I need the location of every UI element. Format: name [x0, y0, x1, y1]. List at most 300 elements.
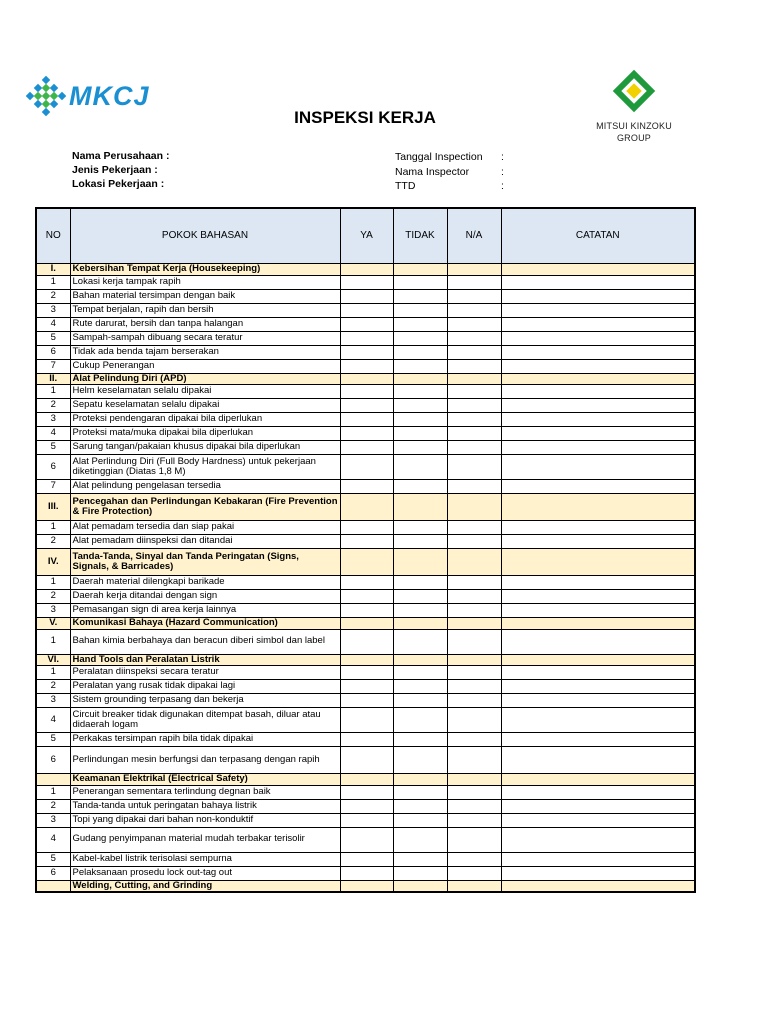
na-checkbox-cell[interactable] [447, 747, 501, 774]
section-notes-cell [501, 654, 695, 666]
item-no: 1 [36, 666, 70, 680]
notes-cell[interactable] [501, 576, 695, 590]
section-na-cell [447, 373, 501, 385]
tidak-checkbox-cell[interactable] [393, 441, 447, 455]
item-description: Penerangan sementara terlindung degnan baik [70, 785, 340, 799]
yes-checkbox-cell[interactable] [340, 359, 393, 373]
notes-cell[interactable] [501, 785, 695, 799]
section-notes-cell [501, 618, 695, 630]
notes-cell[interactable] [501, 480, 695, 494]
section-title: Pencegahan dan Perlindungan Kebakaran (Fire Prevention & Fire Protection) [70, 494, 340, 521]
notes-cell[interactable] [501, 399, 695, 413]
yes-checkbox-cell[interactable] [340, 733, 393, 747]
section-yes-cell [340, 654, 393, 666]
section-row [36, 618, 695, 630]
table-row [36, 427, 695, 441]
notes-cell[interactable] [501, 345, 695, 359]
yes-checkbox-cell[interactable] [340, 480, 393, 494]
table-row [36, 399, 695, 413]
tidak-checkbox-cell[interactable] [393, 785, 447, 799]
notes-cell[interactable] [501, 331, 695, 345]
table-header-row [36, 208, 695, 264]
tidak-checkbox-cell[interactable] [393, 455, 447, 480]
section-tidak-cell [393, 618, 447, 630]
section-row [36, 880, 695, 892]
notes-cell[interactable] [501, 359, 695, 373]
notes-cell[interactable] [501, 827, 695, 852]
inspection-table [35, 207, 696, 893]
notes-cell[interactable] [501, 521, 695, 535]
item-no: 7 [36, 480, 70, 494]
section-row [36, 494, 695, 521]
na-checkbox-cell[interactable] [447, 708, 501, 733]
notes-cell[interactable] [501, 813, 695, 827]
na-checkbox-cell[interactable] [447, 345, 501, 359]
tidak-checkbox-cell[interactable] [393, 413, 447, 427]
section-row [36, 549, 695, 576]
tidak-checkbox-cell[interactable] [393, 680, 447, 694]
na-checkbox-cell[interactable] [447, 303, 501, 317]
header-notes: CATATAN [501, 208, 695, 264]
item-description: Bahan kimia berbahaya dan beracun diberi simbol dan label [70, 629, 340, 654]
item-no: 6 [36, 345, 70, 359]
yes-checkbox-cell[interactable] [340, 535, 393, 549]
tidak-checkbox-cell[interactable] [393, 385, 447, 399]
na-checkbox-cell[interactable] [447, 827, 501, 852]
item-no: 6 [36, 747, 70, 774]
yes-checkbox-cell[interactable] [340, 813, 393, 827]
yes-checkbox-cell[interactable] [340, 799, 393, 813]
section-tidak-cell [393, 880, 447, 892]
tidak-checkbox-cell[interactable] [393, 331, 447, 345]
yes-checkbox-cell[interactable] [340, 427, 393, 441]
na-checkbox-cell[interactable] [447, 733, 501, 747]
tidak-checkbox-cell[interactable] [393, 345, 447, 359]
item-no: 1 [36, 275, 70, 289]
na-checkbox-cell[interactable] [447, 629, 501, 654]
item-description: Alat pemadam tersedia dan siap pakai [70, 521, 340, 535]
table-row [36, 733, 695, 747]
table-row [36, 303, 695, 317]
na-checkbox-cell[interactable] [447, 385, 501, 399]
yes-checkbox-cell[interactable] [340, 289, 393, 303]
tidak-checkbox-cell[interactable] [393, 359, 447, 373]
na-checkbox-cell[interactable] [447, 427, 501, 441]
notes-cell[interactable] [501, 694, 695, 708]
notes-cell[interactable] [501, 708, 695, 733]
section-tidak-cell [393, 494, 447, 521]
header-no: NO [36, 208, 70, 264]
item-description: Topi yang dipakai dari bahan non-konduktif [70, 813, 340, 827]
partner-name-line1: MITSUI KINZOKU [596, 121, 672, 131]
na-checkbox-cell[interactable] [447, 441, 501, 455]
tidak-checkbox-cell[interactable] [393, 317, 447, 331]
notes-cell[interactable] [501, 385, 695, 399]
tidak-checkbox-cell[interactable] [393, 747, 447, 774]
table-row [36, 708, 695, 733]
item-no: 6 [36, 455, 70, 480]
yes-checkbox-cell[interactable] [340, 680, 393, 694]
item-description: Tanda-tanda untuk peringatan bahaya listrik [70, 799, 340, 813]
item-no: 4 [36, 708, 70, 733]
na-checkbox-cell[interactable] [447, 866, 501, 880]
notes-cell[interactable] [501, 535, 695, 549]
na-checkbox-cell[interactable] [447, 480, 501, 494]
section-no: V. [36, 618, 70, 630]
section-yes-cell [340, 549, 393, 576]
na-checkbox-cell[interactable] [447, 680, 501, 694]
notes-cell[interactable] [501, 604, 695, 618]
section-title: Keamanan Elektrikal (Electrical Safety) [70, 774, 340, 786]
tidak-checkbox-cell[interactable] [393, 576, 447, 590]
notes-cell[interactable] [501, 866, 695, 880]
table-row [36, 413, 695, 427]
na-checkbox-cell[interactable] [447, 694, 501, 708]
na-checkbox-cell[interactable] [447, 289, 501, 303]
notes-cell[interactable] [501, 275, 695, 289]
section-notes-cell [501, 494, 695, 521]
section-notes-cell [501, 880, 695, 892]
yes-checkbox-cell[interactable] [340, 708, 393, 733]
item-no: 2 [36, 535, 70, 549]
item-no: 3 [36, 604, 70, 618]
table-row [36, 629, 695, 654]
section-yes-cell [340, 618, 393, 630]
item-no: 2 [36, 289, 70, 303]
item-no: 1 [36, 576, 70, 590]
tidak-checkbox-cell[interactable] [393, 799, 447, 813]
tidak-checkbox-cell[interactable] [393, 399, 447, 413]
table-row [36, 827, 695, 852]
section-na-cell [447, 654, 501, 666]
item-no: 7 [36, 359, 70, 373]
section-no: I. [36, 264, 70, 276]
section-row [36, 373, 695, 385]
notes-cell[interactable] [501, 441, 695, 455]
yes-checkbox-cell[interactable] [340, 399, 393, 413]
yes-checkbox-cell[interactable] [340, 455, 393, 480]
na-checkbox-cell[interactable] [447, 359, 501, 373]
item-description: Alat Perlindung Diri (Full Body Hardness) untuk pekerjaan diketinggian (Diatas 1,8 M) [70, 455, 340, 480]
item-description: Pemasangan sign di area kerja lainnya [70, 604, 340, 618]
tidak-checkbox-cell[interactable] [393, 289, 447, 303]
tidak-checkbox-cell[interactable] [393, 708, 447, 733]
section-title: Welding, Cutting, and Grinding [70, 880, 340, 892]
item-description: Cukup Penerangan [70, 359, 340, 373]
item-description: Sistem grounding terpasang dan bekerja [70, 694, 340, 708]
item-no: 2 [36, 590, 70, 604]
notes-cell[interactable] [501, 303, 695, 317]
na-checkbox-cell[interactable] [447, 813, 501, 827]
notes-cell[interactable] [501, 666, 695, 680]
item-description: Sarung tangan/pakaian khusus dipakai bila diperlukan [70, 441, 340, 455]
info-left [72, 149, 169, 191]
section-yes-cell [340, 264, 393, 276]
table-row [36, 852, 695, 866]
table-row [36, 535, 695, 549]
date-colon: : [501, 151, 504, 163]
item-description: Helm keselamatan selalu dipakai [70, 385, 340, 399]
yes-checkbox-cell[interactable] [340, 345, 393, 359]
tidak-checkbox-cell[interactable] [393, 590, 447, 604]
table-row [36, 331, 695, 345]
item-no: 1 [36, 521, 70, 535]
company-label: Nama Perusahaan : [72, 150, 170, 162]
na-checkbox-cell[interactable] [447, 455, 501, 480]
item-description: Bahan material tersimpan dengan baik [70, 289, 340, 303]
section-title: Tanda-Tanda, Sinyal dan Tanda Peringatan (Signs, Signals, & Barricades) [70, 549, 340, 576]
na-checkbox-cell[interactable] [447, 331, 501, 345]
tidak-checkbox-cell[interactable] [393, 480, 447, 494]
section-tidak-cell [393, 774, 447, 786]
item-description: Kabel-kabel listrik terisolasi sempurna [70, 852, 340, 866]
item-description: Perkakas tersimpan rapih bila tidak dipakai [70, 733, 340, 747]
section-na-cell [447, 618, 501, 630]
yes-checkbox-cell[interactable] [340, 629, 393, 654]
yes-checkbox-cell[interactable] [340, 385, 393, 399]
section-row [36, 264, 695, 276]
yes-checkbox-cell[interactable] [340, 331, 393, 345]
header-topic: POKOK BAHASAN [70, 208, 340, 264]
item-description: Lokasi kerja tampak rapih [70, 275, 340, 289]
table-row [36, 441, 695, 455]
date-label: Tanggal Inspection [395, 151, 483, 163]
item-description: Sepatu keselamatan selalu dipakai [70, 399, 340, 413]
yes-checkbox-cell[interactable] [340, 785, 393, 799]
section-yes-cell [340, 373, 393, 385]
table-row [36, 785, 695, 799]
date-row [395, 150, 504, 165]
item-no: 1 [36, 785, 70, 799]
item-no: 3 [36, 413, 70, 427]
item-no: 5 [36, 852, 70, 866]
na-checkbox-cell[interactable] [447, 799, 501, 813]
yes-checkbox-cell[interactable] [340, 666, 393, 680]
section-yes-cell [340, 494, 393, 521]
item-description: Circuit breaker tidak digunakan ditempat basah, diluar atau didaerah logam [70, 708, 340, 733]
yes-checkbox-cell[interactable] [340, 441, 393, 455]
na-checkbox-cell[interactable] [447, 399, 501, 413]
section-notes-cell [501, 774, 695, 786]
item-no: 1 [36, 629, 70, 654]
item-description: Tempat berjalan, rapih dan bersih [70, 303, 340, 317]
yes-checkbox-cell[interactable] [340, 866, 393, 880]
notes-cell[interactable] [501, 455, 695, 480]
tidak-checkbox-cell[interactable] [393, 604, 447, 618]
item-no: 4 [36, 317, 70, 331]
table-row [36, 813, 695, 827]
yes-checkbox-cell[interactable] [340, 747, 393, 774]
section-notes-cell [501, 549, 695, 576]
section-tidak-cell [393, 654, 447, 666]
header-na: N/A [447, 208, 501, 264]
signature-colon: : [501, 180, 504, 192]
notes-cell[interactable] [501, 852, 695, 866]
yes-checkbox-cell[interactable] [340, 590, 393, 604]
item-description: Peralatan diinspeksi secara teratur [70, 666, 340, 680]
item-description: Proteksi pendengaran dipakai bila diperlukan [70, 413, 340, 427]
item-no: 6 [36, 866, 70, 880]
na-checkbox-cell[interactable] [447, 535, 501, 549]
tidak-checkbox-cell[interactable] [393, 827, 447, 852]
section-no [36, 774, 70, 786]
section-na-cell [447, 774, 501, 786]
item-no: 3 [36, 813, 70, 827]
table-row [36, 680, 695, 694]
inspector-row [395, 165, 504, 180]
item-no: 2 [36, 399, 70, 413]
item-no: 3 [36, 694, 70, 708]
na-checkbox-cell[interactable] [447, 785, 501, 799]
table-row [36, 289, 695, 303]
notes-cell[interactable] [501, 427, 695, 441]
table-row [36, 359, 695, 373]
yes-checkbox-cell[interactable] [340, 852, 393, 866]
section-na-cell [447, 880, 501, 892]
item-no: 5 [36, 733, 70, 747]
yes-checkbox-cell[interactable] [340, 413, 393, 427]
job-type-label: Jenis Pekerjaan : [72, 164, 158, 176]
item-no: 4 [36, 827, 70, 852]
na-checkbox-cell[interactable] [447, 275, 501, 289]
inspector-colon: : [501, 165, 504, 178]
yes-checkbox-cell[interactable] [340, 576, 393, 590]
table-row [36, 385, 695, 399]
section-row [36, 654, 695, 666]
section-na-cell [447, 264, 501, 276]
item-description: Perlindungan mesin berfungsi dan terpasang dengan rapih [70, 747, 340, 774]
table-row [36, 866, 695, 880]
tidak-checkbox-cell[interactable] [393, 303, 447, 317]
na-checkbox-cell[interactable] [447, 317, 501, 331]
notes-cell[interactable] [501, 747, 695, 774]
tidak-checkbox-cell[interactable] [393, 866, 447, 880]
job-location-label: Lokasi Pekerjaan : [72, 178, 165, 190]
item-no: 5 [36, 331, 70, 345]
table-row [36, 747, 695, 774]
section-notes-cell [501, 373, 695, 385]
notes-cell[interactable] [501, 629, 695, 654]
na-checkbox-cell[interactable] [447, 413, 501, 427]
item-description: Peralatan yang rusak tidak dipakai lagi [70, 680, 340, 694]
tidak-checkbox-cell[interactable] [393, 535, 447, 549]
notes-cell[interactable] [501, 413, 695, 427]
na-checkbox-cell[interactable] [447, 590, 501, 604]
table-row [36, 590, 695, 604]
section-na-cell [447, 549, 501, 576]
item-description: Proteksi mata/muka dipakai bila diperlukan [70, 427, 340, 441]
tidak-checkbox-cell[interactable] [393, 629, 447, 654]
section-no: IV. [36, 549, 70, 576]
table-row [36, 576, 695, 590]
tidak-checkbox-cell[interactable] [393, 852, 447, 866]
section-no: III. [36, 494, 70, 521]
mitsui-kinzoku-logo [588, 68, 680, 143]
tidak-checkbox-cell[interactable] [393, 666, 447, 680]
tidak-checkbox-cell[interactable] [393, 427, 447, 441]
item-no: 4 [36, 427, 70, 441]
section-title: Alat Pelindung Diri (APD) [70, 373, 340, 385]
info-right [395, 150, 504, 194]
notes-cell[interactable] [501, 799, 695, 813]
yes-checkbox-cell[interactable] [340, 827, 393, 852]
notes-cell[interactable] [501, 733, 695, 747]
item-no: 1 [36, 385, 70, 399]
yes-checkbox-cell[interactable] [340, 317, 393, 331]
notes-cell[interactable] [501, 680, 695, 694]
item-no: 2 [36, 680, 70, 694]
notes-cell[interactable] [501, 317, 695, 331]
na-checkbox-cell[interactable] [447, 604, 501, 618]
item-description: Sampah-sampah dibuang secara teratur [70, 331, 340, 345]
table-row [36, 799, 695, 813]
table-body [36, 264, 695, 893]
yes-checkbox-cell[interactable] [340, 521, 393, 535]
tidak-checkbox-cell[interactable] [393, 275, 447, 289]
table-row [36, 275, 695, 289]
na-checkbox-cell[interactable] [447, 576, 501, 590]
na-checkbox-cell[interactable] [447, 521, 501, 535]
section-no: VI. [36, 654, 70, 666]
yes-checkbox-cell[interactable] [340, 275, 393, 289]
table-row [36, 345, 695, 359]
table-row [36, 317, 695, 331]
item-description: Tidak ada benda tajam berserakan [70, 345, 340, 359]
table-row [36, 694, 695, 708]
section-tidak-cell [393, 549, 447, 576]
na-checkbox-cell[interactable] [447, 852, 501, 866]
item-description: Daerah kerja ditandai dengan sign [70, 590, 340, 604]
inspector-label: Nama Inspector [395, 165, 470, 178]
section-yes-cell [340, 774, 393, 786]
yes-checkbox-cell[interactable] [340, 604, 393, 618]
item-description: Daerah material dilengkapi barikade [70, 576, 340, 590]
section-tidak-cell [393, 264, 447, 276]
tidak-checkbox-cell[interactable] [393, 733, 447, 747]
table-row [36, 480, 695, 494]
yes-checkbox-cell[interactable] [340, 694, 393, 708]
item-no: 2 [36, 799, 70, 813]
item-no: 3 [36, 303, 70, 317]
item-description: Rute darurat, bersih dan tanpa halangan [70, 317, 340, 331]
section-no [36, 880, 70, 892]
section-na-cell [447, 494, 501, 521]
signature-row [395, 179, 504, 194]
notes-cell[interactable] [501, 590, 695, 604]
na-checkbox-cell[interactable] [447, 666, 501, 680]
tidak-checkbox-cell[interactable] [393, 694, 447, 708]
section-notes-cell [501, 264, 695, 276]
section-title: Komunikasi Bahaya (Hazard Communication) [70, 618, 340, 630]
brand-text: MKCJ [69, 80, 150, 111]
table-row [36, 521, 695, 535]
section-no: II. [36, 373, 70, 385]
item-description: Alat pemadam diinspeksi dan ditandai [70, 535, 340, 549]
tidak-checkbox-cell[interactable] [393, 521, 447, 535]
yes-checkbox-cell[interactable] [340, 303, 393, 317]
partner-name-line2: GROUP [616, 133, 651, 143]
notes-cell[interactable] [501, 289, 695, 303]
table-row [36, 604, 695, 618]
signature-label: TTD [395, 180, 416, 192]
item-no: 5 [36, 441, 70, 455]
section-tidak-cell [393, 373, 447, 385]
tidak-checkbox-cell[interactable] [393, 813, 447, 827]
section-yes-cell [340, 880, 393, 892]
item-description: Gudang penyimpanan material mudah terbakar terisolir [70, 827, 340, 852]
section-title: Kebersihan Tempat Kerja (Housekeeping) [70, 264, 340, 276]
item-description: Pelaksanaan prosedu lock out-tag out [70, 866, 340, 880]
